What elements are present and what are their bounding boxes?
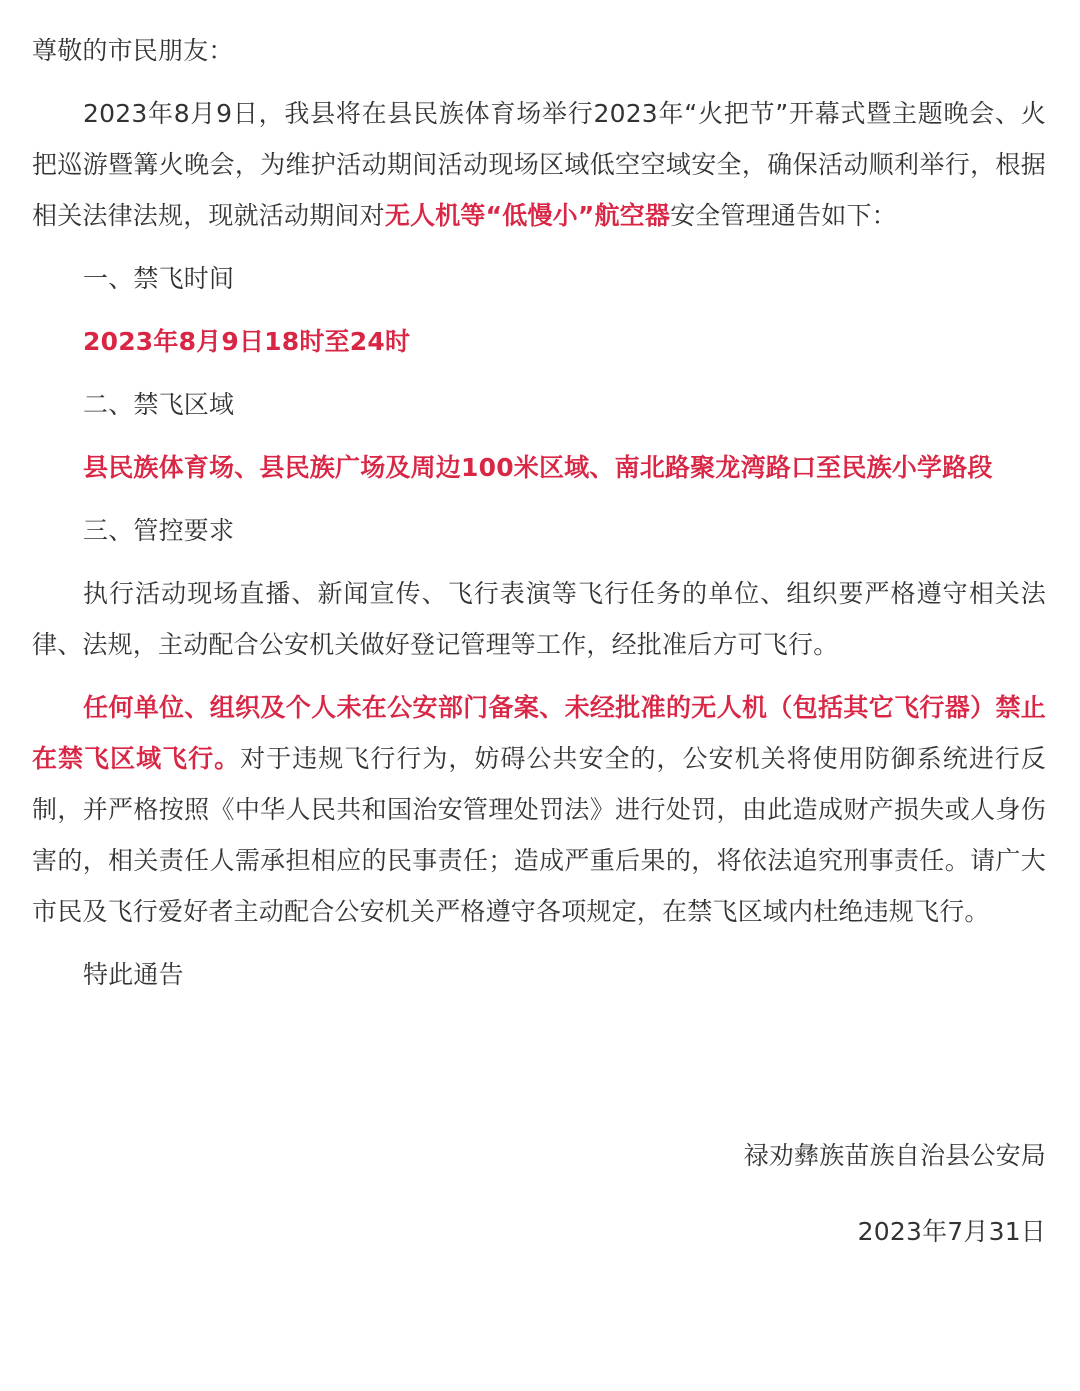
prohibition-text: 对于违规飞行行为，妨碍公共安全的，公安机关将使用防御系统进行反制，并严格按照《中华人民共和国治安管理处罚法》进行处罚，由此造成财产损失或人身伤害的，相关责任人需承担相应的民事责任；造成严重后果的，将依法追究刑事责任。请广大市民及飞行爱好者主动配合公安机关严格遵守各项规定，在禁飞区域内杜绝违规飞行。 bbox=[32, 744, 1046, 926]
intro-text-end: 安全管理通告如下： bbox=[670, 201, 897, 230]
intro-paragraph bbox=[32, 88, 1046, 241]
greeting: 尊敬的市民朋友： bbox=[32, 36, 234, 65]
control-requirement-2 bbox=[32, 682, 1046, 937]
signature: 禄劝彝族苗族自治县公安局 bbox=[743, 1141, 1046, 1170]
intro-highlight: 无人机等“低慢小”航空器 bbox=[384, 201, 671, 230]
no-fly-area: 县民族体育场、县民族广场及周边100米区域、南北路聚龙湾路口至民族小学路段 bbox=[83, 453, 993, 482]
date: 2023年7月31日 bbox=[857, 1217, 1046, 1246]
control-requirement-1: 执行活动现场直播、新闻宣传、飞行表演等飞行任务的单位、组织要严格遵守相关法律、法规，主动配合公安机关做好登记管理等工作，经批准后方可飞行。 bbox=[32, 579, 1046, 659]
section1-heading: 一、禁飞时间 bbox=[83, 264, 235, 293]
notice-document bbox=[32, 25, 1046, 1269]
closing: 特此通告 bbox=[83, 960, 184, 989]
no-fly-time: 2023年8月9日18时至24时 bbox=[83, 327, 411, 356]
section2-heading: 二、禁飞区域 bbox=[83, 390, 235, 419]
intro-text: 2023年8月9日，我县将在县民族体育场举行2023年“火把节”开幕式暨主题晚会、火把巡游暨篝火晚会，为维护活动期间活动现场区域低空空域安全，确保活动顺利举行，根据相关法律法规，现就活动期间对 bbox=[32, 99, 1046, 230]
section3-heading: 三、管控要求 bbox=[83, 516, 235, 545]
prohibition-highlight: 任何单位、组织及个人未在公安部门备案、未经批准的无人机（包括其它飞行器）禁止在禁飞区域飞行。 bbox=[32, 693, 1046, 773]
